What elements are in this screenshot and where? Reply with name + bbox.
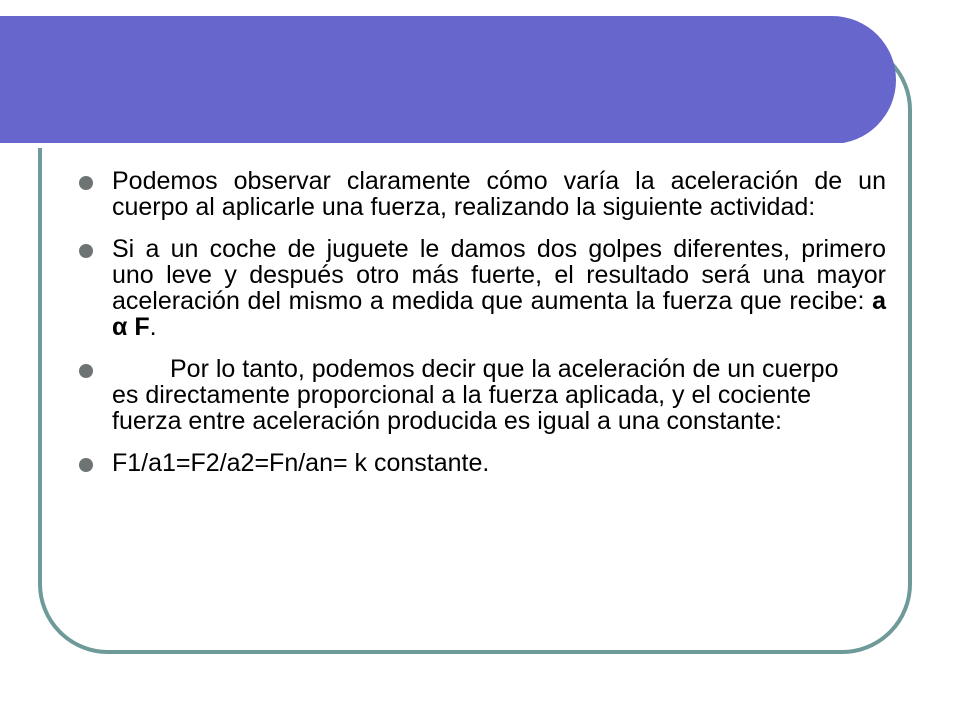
bullet-item-1 <box>70 168 886 220</box>
bullet-text-2-trailing: . <box>149 313 157 341</box>
bullet-item-3 <box>70 356 850 434</box>
bullet-list <box>70 168 886 492</box>
bullet-text-2-formula: a α F <box>112 287 886 341</box>
bullet-text-4: F1/a1=F2/a2=Fn/an= k constante. <box>112 449 490 477</box>
bullet-text-3: Por lo tanto, podemos decir que la aceleración de un cuerpo es directamente proporcional a la fuerza aplicada, y el cociente fuerza entre aceleración producida es igual a una constante: <box>112 355 839 435</box>
bullet-item-4 <box>70 450 886 476</box>
header-bar <box>0 16 896 144</box>
bullet-item-2 <box>70 236 886 340</box>
bullet-dot-icon <box>79 364 93 378</box>
bullet-text-2: Si a un coche de juguete le damos dos golpes diferentes, primero uno leve y después otro más fuerte, el resultado será una mayor aceleración del mismo a medida que aumenta la fuerza que recibe: <box>112 235 886 315</box>
bullet-dot-icon <box>79 176 93 190</box>
header-rule <box>0 143 848 148</box>
bullet-text-1: Podemos observar claramente cómo varía la aceleración de un cuerpo al aplicarle una fuerza, realizando la siguiente actividad: <box>112 167 886 221</box>
bullet-dot-icon <box>79 458 93 472</box>
bullet-dot-icon <box>79 244 93 258</box>
